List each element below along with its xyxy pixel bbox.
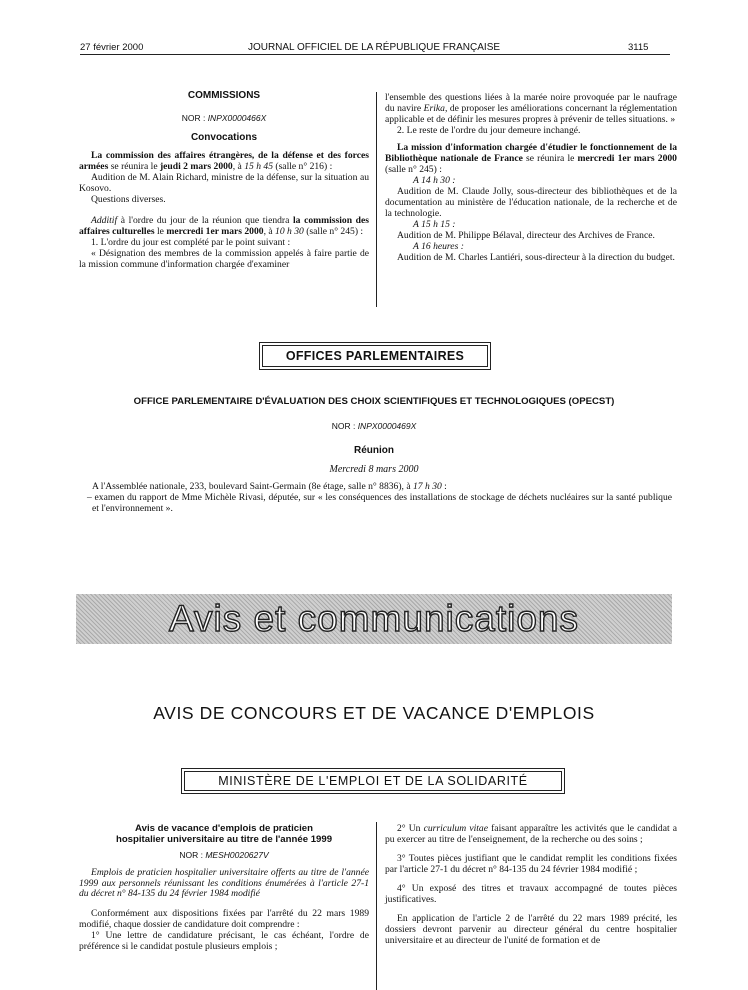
header-date: 27 février 2000	[80, 42, 144, 53]
ordre-du-jour-paragraph: 1. L'ordre du jour est complété par le point suivant :	[91, 237, 291, 248]
bnf-mission-paragraph: La mission d'information chargée d'étudier le fonctionnement de la Bibliothèque nationale de France se réunira le mercredi 1er mars 2000 (salle n° 245) :	[385, 142, 677, 175]
opecst-nor: NOR : INPX0000469X	[331, 421, 417, 431]
time-1430: A 14 h 30 :	[413, 175, 456, 186]
reunion-title: Réunion	[354, 445, 394, 456]
header-page-number: 3115	[628, 42, 649, 53]
commissions-nor: NOR : INPX0000466X	[181, 113, 267, 123]
audition-belaval: Audition de M. Philippe Bélaval, directeur des Archives de France.	[397, 230, 655, 241]
offices-parlementaires-title: OFFICES PARLEMENTAIRES	[262, 345, 488, 367]
additif-paragraph: Additif à l'ordre du jour de la réunion que tiendra la commission des affaires culturelles le mercredi 1er mars 2000, à 10 h 30 (salle n° 245) :	[79, 215, 369, 237]
avis-concours-title: AVIS DE CONCOURS ET DE VACANCE D'EMPLOIS	[153, 703, 595, 723]
time-16h: A 16 heures :	[413, 241, 464, 252]
opecst-title: OFFICE PARLEMENTAIRE D'ÉVALUATION DES CHOIX SCIENTIFIQUES ET TECHNOLOGIQUES (OPECST)	[133, 396, 615, 407]
opecst-location: A l'Assemblée nationale, 233, boulevard Saint-Germain (8e étage, salle n° 8836), à 17 h 30 :	[92, 481, 447, 492]
opecst-body	[80, 481, 672, 514]
audition-jolly: Audition de M. Claude Jolly, sous-directeur des bibliothèques et de la documentation au ministère de l'éducation nationale, de la recherche et de la technologie.	[385, 186, 677, 219]
vacance-item-1: 1° Une lettre de candidature précisant, le cas échéant, l'ordre de préférence si le candidat postule plusieurs emplois ;	[79, 929, 369, 952]
ministere-title: MINISTÈRE DE L'EMPLOI ET DE LA SOLIDARITÉ	[184, 771, 562, 791]
avis-communications-banner	[76, 594, 672, 644]
ministere-box	[181, 768, 565, 794]
designation-paragraph: « Désignation des membres de la commission appelés à faire partie de la mission commune d'information chargée d'examiner	[79, 248, 369, 270]
nor-code: MESH0020627V	[205, 850, 269, 860]
vacance-nor: NOR : MESH0020627V	[179, 850, 269, 860]
convocation-paragraph: La commission des affaires étrangères, de la défense et des forces armées se réunira le jeudi 2 mars 2000, à 15 h 45 (salle n° 216) :	[79, 150, 369, 172]
time-1515: A 15 h 15 :	[413, 219, 456, 230]
column-divider-bottom	[376, 822, 377, 990]
vacance-item-2: 2° Un curriculum vitae faisant apparaître les activités que le candidat a pu exercer au titre de l'enseignement, de la recherche ou des soins ;	[385, 823, 677, 845]
commissions-column	[79, 90, 369, 270]
questions-paragraph: Questions diverses.	[91, 194, 166, 205]
vacance-item-3: 3° Toutes pièces justifiant que le candidat remplit les conditions fixées par l'article 27-1 du décret n° 84-135 du 24 février 1984 modifié ;	[385, 853, 677, 875]
audition-paragraph: Audition de M. Alain Richard, ministre de la défense, sur la situation au Kosovo.	[79, 172, 369, 194]
opecst-examen: – examen du rapport de Mme Michèle Rivasi, députée, sur « les conséquences des installations de stockage de déchets nucléaires sur la santé publique et l'environnement ».	[87, 492, 672, 514]
vacance-title-line1: Avis de vacance d'emplois de praticien	[135, 823, 313, 834]
reunion-date: Mercredi 8 mars 2000	[329, 464, 419, 475]
vacance-application: En application de l'article 2 de l'arrêté du 22 mars 1989 précité, les dossiers devront parvenir au directeur général du centre hospitalier universitaire et au directeur de l'unité de formation et de	[385, 913, 677, 946]
header-journal: JOURNAL OFFICIEL DE LA RÉPUBLIQUE FRANÇAISE	[247, 42, 501, 53]
vacance-conformement: Conformément aux dispositions fixées par l'arrêté du 22 mars 1989 modifié, chaque dossier de candidature doit comprendre :	[79, 907, 369, 930]
reste-paragraph: 2. Le reste de l'ordre du jour demeure inchangé.	[397, 125, 581, 136]
banner-title: Avis et communications	[169, 598, 579, 639]
column-divider-top	[376, 92, 377, 307]
vacance-left-column	[79, 823, 369, 952]
vacance-right-column	[385, 823, 677, 946]
audition-lantieri: Audition de M. Charles Lantiéri, sous-directeur à la direction du budget.	[397, 252, 675, 263]
vacance-title-line2: hospitalier universitaire au titre de l'année 1999	[115, 834, 333, 845]
nor-code: INPX0000466X	[207, 113, 267, 123]
nor-code: INPX0000469X	[357, 421, 417, 431]
header-rule	[80, 54, 670, 55]
commissions-right-column	[385, 92, 677, 263]
commissions-title: COMMISSIONS	[187, 90, 261, 101]
vacance-emplois-italic: Emplois de praticien hospitalier universitaire offerts au titre de l'année 1999 aux personnels réunissant les conditions énumérées à l'article 27-1 du décret n° 84-135 du 24 février 1984 modifié	[79, 867, 369, 899]
convocations-title: Convocations	[190, 132, 258, 143]
offices-parlementaires-box	[259, 342, 491, 370]
erika-paragraph: l'ensemble des questions liées à la marée noire provoquée par le naufrage du navire Erika, de proposer les améliorations concernant la réglementation applicable et de définir les mesures propres à prévenir de telles situations. »	[385, 92, 677, 125]
vacance-item-4: 4° Un exposé des titres et travaux accompagné de toutes pièces justificatives.	[385, 883, 677, 905]
